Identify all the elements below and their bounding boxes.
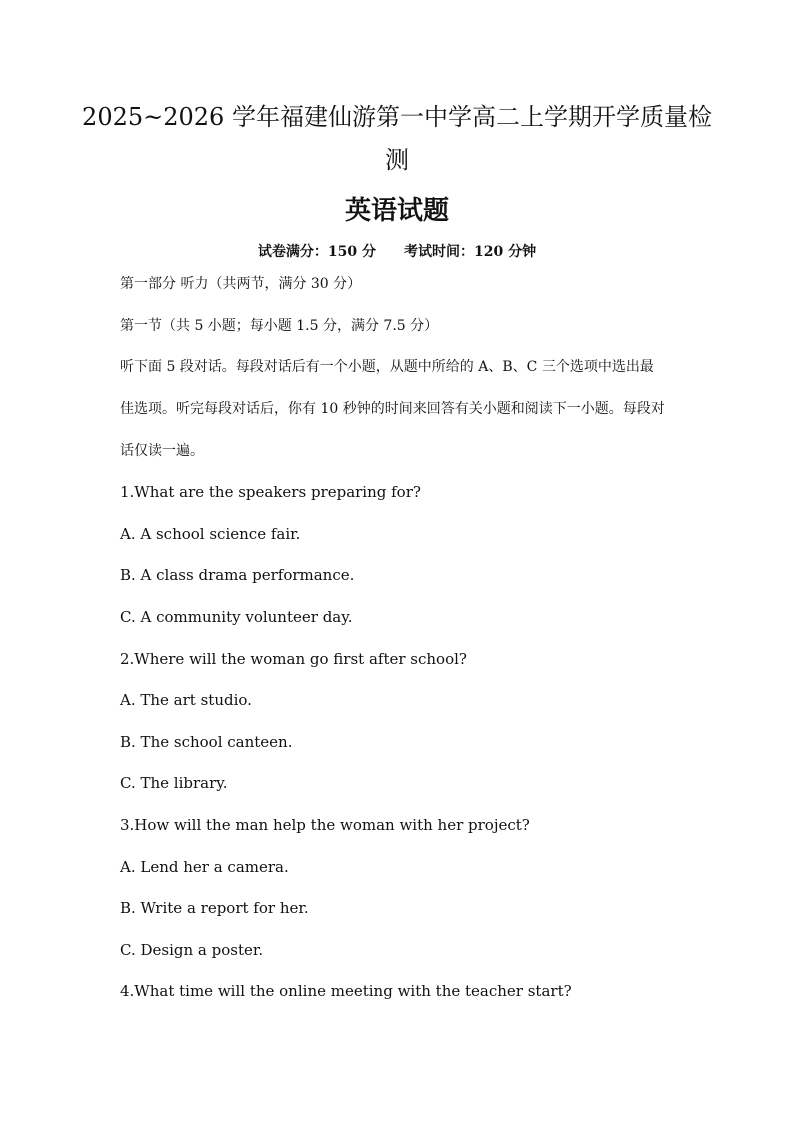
question-stem: 4.What time will the online meeting with the teacher start?: [120, 982, 572, 1000]
instruction-line-3: 话仅读一遍。: [120, 443, 204, 459]
full-score: 试卷满分：150 分: [257, 244, 376, 260]
answer-option: B. Write a report for her.: [120, 899, 309, 917]
question-stem: 1.What are the speakers preparing for?: [120, 483, 421, 501]
answer-option: A. Lend her a camera.: [120, 858, 289, 876]
question-stem: 3.How will the man help the woman with her project?: [120, 816, 530, 834]
answer-option: B. The school canteen.: [120, 733, 293, 751]
instruction-line-2: 佳选项。听完每段对话后，你有 10 秒钟的时间来回答有关小题和阅读下一小题。每段对: [120, 401, 665, 417]
exam-meta: [0, 242, 794, 262]
answer-option: C. The library.: [120, 774, 228, 792]
exam-title-line2: 测: [385, 146, 409, 174]
answer-option: A. A school science fair.: [120, 525, 301, 543]
answer-option: A. The art studio.: [120, 691, 252, 709]
subsection-heading: 第一节（共 5 小题；每小题 1.5 分，满分 7.5 分）: [120, 318, 439, 334]
subject-heading: 英语试题: [344, 196, 449, 226]
part-heading: 第一部分 听力（共两节，满分 30 分）: [120, 276, 362, 292]
question-stem: 2.Where will the woman go first after school?: [120, 650, 467, 668]
instruction-line-1: 听下面 5 段对话。每段对话后有一个小题，从题中所给的 A、B、C 三个选项中选出最: [120, 359, 654, 375]
exam-title-line1: 2025~2026 学年福建仙游第一中学高二上学期开学质量检: [82, 103, 712, 131]
exam-time: 考试时间：120 分钟: [404, 244, 537, 260]
answer-option: C. A community volunteer day.: [120, 608, 353, 626]
answer-option: C. Design a poster.: [120, 941, 264, 959]
answer-option: B. A class drama performance.: [120, 566, 355, 584]
